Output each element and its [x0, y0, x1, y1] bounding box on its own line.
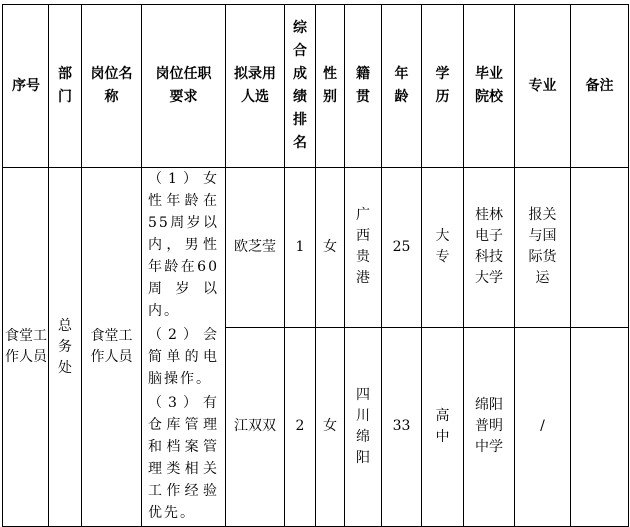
cell-candidate: 江双双: [226, 327, 285, 526]
cell-major: 报关与国际货运: [515, 168, 571, 328]
header-dept: 部门: [49, 5, 82, 168]
header-gender: 性别: [316, 5, 345, 168]
cell-gender: 女: [316, 168, 345, 328]
header-major: 专业: [515, 5, 571, 168]
cell-school: 桂林电子科技大学: [464, 168, 515, 328]
cell-age: 33: [382, 327, 422, 526]
req-item-1: （1）女性年龄在55周岁以内，男性年龄在60周岁以内。: [148, 171, 219, 319]
cell-major: /: [515, 327, 571, 526]
cell-seq: 食堂工作人员: [3, 168, 49, 527]
header-school: 毕业院校: [464, 5, 515, 168]
header-seq: 序号: [3, 5, 49, 168]
cell-gender: 女: [316, 327, 345, 526]
cell-rank: 1: [285, 168, 316, 328]
header-note: 备注: [571, 5, 629, 168]
cell-edu: 大专: [422, 168, 464, 328]
header-age: 年龄: [382, 5, 422, 168]
cell-dept: 总务处: [49, 168, 82, 527]
header-row: [3, 5, 629, 168]
header-origin: 籍贯: [345, 5, 382, 168]
cell-note: [571, 327, 629, 526]
header-edu: 学历: [422, 5, 464, 168]
recruitment-table: [2, 4, 629, 527]
cell-candidate: 欧芝莹: [226, 168, 285, 328]
cell-post-name: 食堂工作人员: [82, 168, 142, 527]
cell-rank: 2: [285, 327, 316, 526]
cell-age: 25: [382, 168, 422, 328]
req-item-2: （2）会简单的电脑操作。: [148, 327, 219, 387]
cell-origin: 广西贵港: [345, 168, 382, 328]
cell-post-req: [142, 168, 226, 527]
table-row: [3, 168, 629, 328]
cell-origin: 四川绵阳: [345, 327, 382, 526]
cell-note: [571, 168, 629, 328]
cell-school: 绵阳普明中学: [464, 327, 515, 526]
req-item-3: （3）有仓库管理和档案管理类相关工作经验优先。: [148, 395, 219, 521]
header-rank: 综合成绩排名: [285, 5, 316, 168]
cell-edu: 高中: [422, 327, 464, 526]
header-candidate: 拟录用人选: [226, 5, 285, 168]
header-post-name: 岗位名称: [82, 5, 142, 168]
header-post-req: 岗位任职要求: [142, 5, 226, 168]
